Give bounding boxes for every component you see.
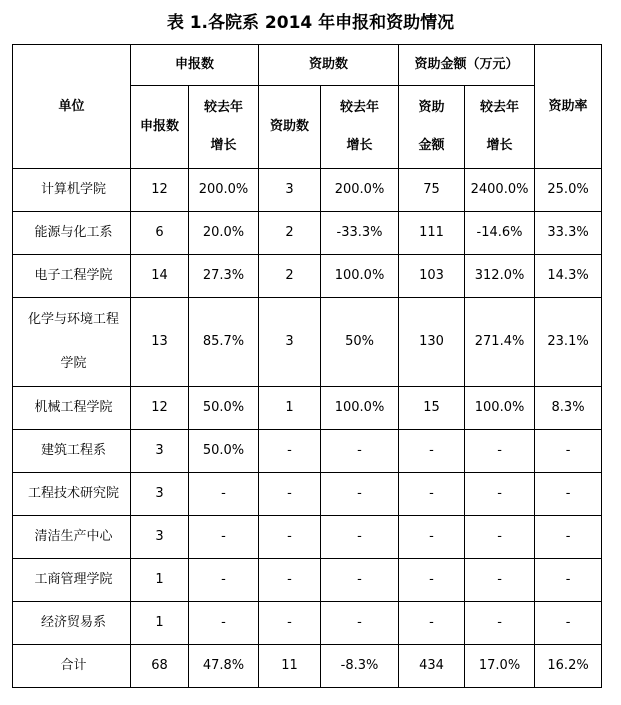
table-row xyxy=(13,473,602,516)
cell-apply-growth: 27.3% xyxy=(189,255,259,298)
cell-unit: 计算机学院 xyxy=(13,169,131,212)
cell-amount-growth: - xyxy=(465,516,535,559)
header-amount: 资助 金额 xyxy=(399,86,465,169)
cell-amount-growth: 100.0% xyxy=(465,387,535,430)
cell-fund: 3 xyxy=(259,169,321,212)
cell-amount: - xyxy=(399,516,465,559)
cell-unit: 电子工程学院 xyxy=(13,255,131,298)
cell-amount: 103 xyxy=(399,255,465,298)
cell-amount: 130 xyxy=(399,298,465,387)
cell-rate: - xyxy=(535,430,602,473)
cell-amount: - xyxy=(399,559,465,602)
cell-apply-growth: 85.7% xyxy=(189,298,259,387)
cell-fund: - xyxy=(259,559,321,602)
cell-amount: - xyxy=(399,430,465,473)
cell-amount-growth: - xyxy=(465,559,535,602)
cell-fund: 1 xyxy=(259,387,321,430)
header-fund-count: 资助数 xyxy=(259,86,321,169)
cell-unit: 工商管理学院 xyxy=(13,559,131,602)
cell-apply-growth: - xyxy=(189,559,259,602)
table-row xyxy=(13,255,602,298)
cell-apply-growth: - xyxy=(189,473,259,516)
cell-fund-growth: -33.3% xyxy=(321,212,399,255)
cell-fund-growth: - xyxy=(321,516,399,559)
cell-rate: 23.1% xyxy=(535,298,602,387)
table-row xyxy=(13,169,602,212)
cell-rate: - xyxy=(535,516,602,559)
table-row xyxy=(13,602,602,645)
header-fund-growth: 较去年 增长 xyxy=(321,86,399,169)
cell-apply: 3 xyxy=(131,430,189,473)
cell-unit: 清洁生产中心 xyxy=(13,516,131,559)
cell-fund: - xyxy=(259,602,321,645)
cell-apply-growth: 50.0% xyxy=(189,387,259,430)
cell-apply: 12 xyxy=(131,169,189,212)
cell-apply: 12 xyxy=(131,387,189,430)
cell-fund-growth: 50% xyxy=(321,298,399,387)
cell-fund-growth: 100.0% xyxy=(321,387,399,430)
cell-apply-growth: 50.0% xyxy=(189,430,259,473)
table-row xyxy=(13,516,602,559)
cell-amount: - xyxy=(399,602,465,645)
cell-fund-growth: - xyxy=(321,559,399,602)
header-amount-growth: 较去年 增长 xyxy=(465,86,535,169)
cell-fund: - xyxy=(259,516,321,559)
cell-fund: 3 xyxy=(259,298,321,387)
cell-amount: 111 xyxy=(399,212,465,255)
header-apply-count: 申报数 xyxy=(131,86,189,169)
header-rate: 资助率 xyxy=(535,45,602,169)
cell-apply: 3 xyxy=(131,473,189,516)
table-title: 表 1.各院系 2014 年申报和资助情况 xyxy=(166,13,455,33)
cell-unit: 建筑工程系 xyxy=(13,430,131,473)
table-row xyxy=(13,298,602,387)
cell-amount: 434 xyxy=(399,645,465,688)
header-unit: 单位 xyxy=(13,45,131,169)
header-apply-growth: 较去年 增长 xyxy=(189,86,259,169)
table-row xyxy=(13,212,602,255)
cell-unit: 机械工程学院 xyxy=(13,387,131,430)
cell-fund-growth: - xyxy=(321,430,399,473)
header-amount-group: 资助金额（万元） xyxy=(399,45,535,86)
cell-apply: 3 xyxy=(131,516,189,559)
cell-apply: 1 xyxy=(131,602,189,645)
cell-amount-growth: 312.0% xyxy=(465,255,535,298)
cell-fund: - xyxy=(259,430,321,473)
header-fund-group: 资助数 xyxy=(259,45,399,86)
cell-amount-growth: - xyxy=(465,473,535,516)
cell-apply: 14 xyxy=(131,255,189,298)
cell-rate: 16.2% xyxy=(535,645,602,688)
cell-apply: 1 xyxy=(131,559,189,602)
cell-unit: 能源与化工系 xyxy=(13,212,131,255)
cell-amount-growth: - xyxy=(465,430,535,473)
cell-fund: 11 xyxy=(259,645,321,688)
cell-fund-growth: -8.3% xyxy=(321,645,399,688)
table-row xyxy=(13,430,602,473)
cell-rate: 25.0% xyxy=(535,169,602,212)
cell-fund: - xyxy=(259,473,321,516)
cell-amount-growth: - xyxy=(465,602,535,645)
header-apply-group: 申报数 xyxy=(131,45,259,86)
cell-rate: - xyxy=(535,602,602,645)
cell-unit: 化学与环境工程 学院 xyxy=(13,298,131,387)
cell-fund: 2 xyxy=(259,255,321,298)
cell-unit: 工程技术研究院 xyxy=(13,473,131,516)
cell-fund-growth: 200.0% xyxy=(321,169,399,212)
cell-amount: 75 xyxy=(399,169,465,212)
table-row xyxy=(13,559,602,602)
funding-table xyxy=(12,44,602,688)
table-row xyxy=(13,387,602,430)
cell-unit: 合计 xyxy=(13,645,131,688)
cell-rate: 8.3% xyxy=(535,387,602,430)
cell-apply: 6 xyxy=(131,212,189,255)
cell-apply-growth: - xyxy=(189,516,259,559)
cell-apply-growth: 20.0% xyxy=(189,212,259,255)
cell-rate: 33.3% xyxy=(535,212,602,255)
cell-amount-growth: -14.6% xyxy=(465,212,535,255)
cell-rate: - xyxy=(535,559,602,602)
table-row xyxy=(13,645,602,688)
cell-apply-growth: 200.0% xyxy=(189,169,259,212)
cell-amount: 15 xyxy=(399,387,465,430)
cell-amount-growth: 2400.0% xyxy=(465,169,535,212)
cell-apply-growth: 47.8% xyxy=(189,645,259,688)
cell-rate: 14.3% xyxy=(535,255,602,298)
cell-rate: - xyxy=(535,473,602,516)
cell-apply: 13 xyxy=(131,298,189,387)
cell-amount-growth: 271.4% xyxy=(465,298,535,387)
cell-apply: 68 xyxy=(131,645,189,688)
cell-amount-growth: 17.0% xyxy=(465,645,535,688)
cell-unit: 经济贸易系 xyxy=(13,602,131,645)
cell-amount: - xyxy=(399,473,465,516)
cell-fund: 2 xyxy=(259,212,321,255)
cell-fund-growth: - xyxy=(321,473,399,516)
cell-apply-growth: - xyxy=(189,602,259,645)
cell-fund-growth: - xyxy=(321,602,399,645)
cell-fund-growth: 100.0% xyxy=(321,255,399,298)
